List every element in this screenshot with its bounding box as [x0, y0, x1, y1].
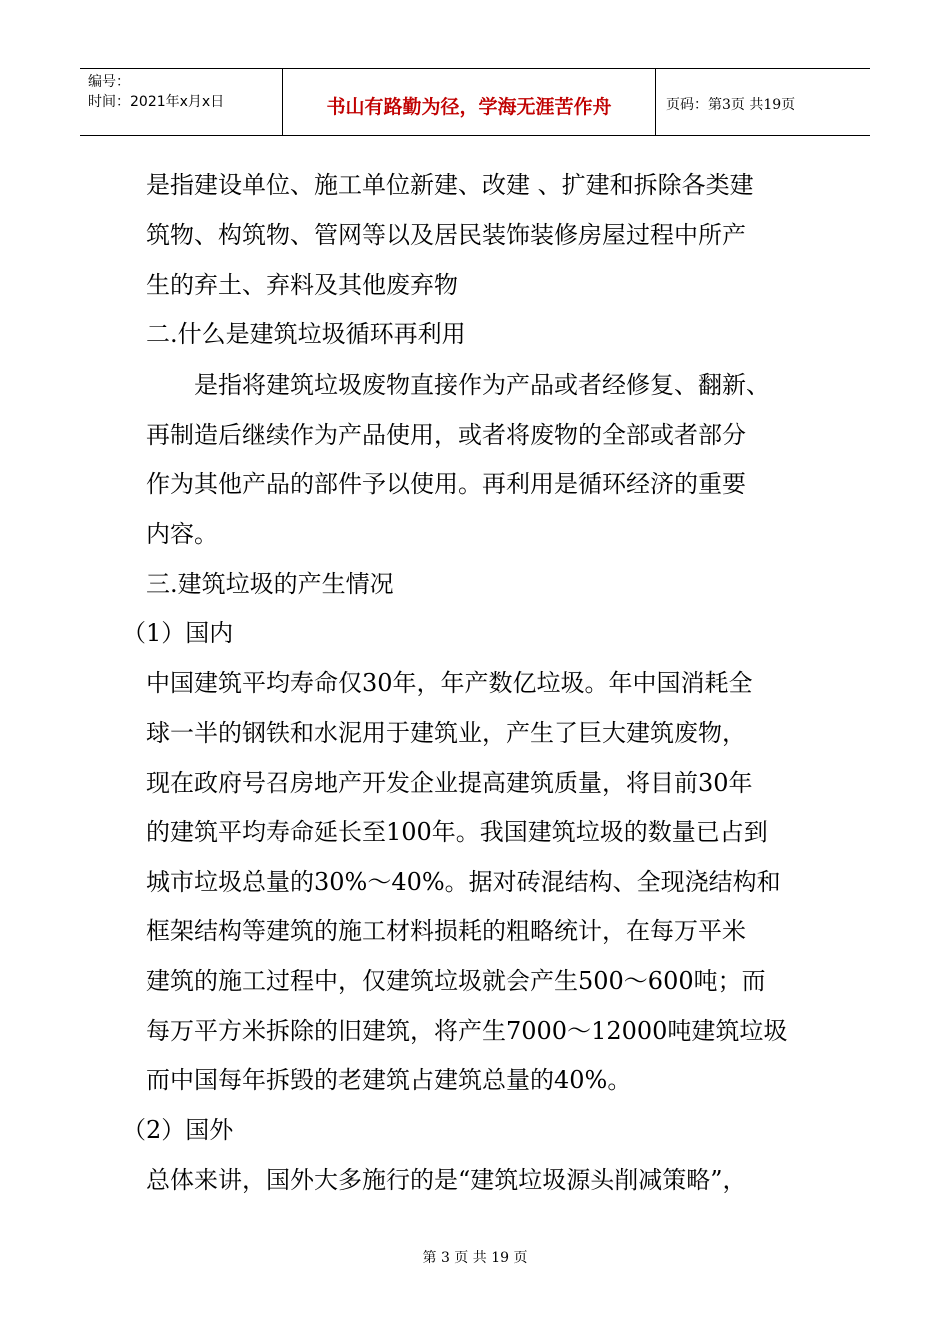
subsection-heading: （1）国内: [122, 619, 234, 647]
body-line: 再制造后继续作为产品使用，或者将废物的全部或者部分: [146, 421, 746, 449]
body-line: 的建筑平均寿命延长至100年。我国建筑垃圾的数量已占到: [146, 818, 768, 846]
body-line: 现在政府号召房地产开发企业提高建筑质量，将目前30年: [146, 769, 753, 797]
body-line: 城市垃圾总量的30%～40%。据对砖混结构、全现浇结构和: [146, 868, 781, 896]
body-line: 生的弃土、弃料及其他废弃物: [146, 271, 458, 299]
body-line: 是指将建筑垃圾废物直接作为产品或者经修复、翻新、: [194, 371, 770, 399]
body-line: 框架结构等建筑的施工材料损耗的粗略统计，在每万平米: [146, 917, 746, 945]
header-motto: 书山有路勤为径，学海无涯苦作舟: [326, 96, 612, 118]
body-line: 而中国每年拆毁的老建筑占建筑总量的40%。: [146, 1066, 632, 1094]
body-line: 是指建设单位、施工单位新建、改建 、扩建和拆除各类建: [146, 171, 754, 199]
time-label: 时间：2021年x月x日: [88, 94, 225, 110]
body-line: 筑物、构筑物、管网等以及居民装饰装修房屋过程中所产: [146, 221, 746, 249]
body-line: 总体来讲，国外大多施行的是“建筑垃圾源头削减策略”，: [146, 1166, 747, 1194]
number-label: 编号：: [88, 74, 130, 90]
section-heading: 二.什么是建筑垃圾循环再利用: [146, 320, 466, 348]
page-footer: 第 3 页 共 19 页: [422, 1250, 528, 1266]
body-line: 中国建筑平均寿命仅30年，年产数亿垃圾。年中国消耗全: [146, 669, 753, 697]
body-line: 球一半的钢铁和水泥用于建筑业，产生了巨大建筑废物，: [146, 719, 746, 747]
body-line: 建筑的施工过程中，仅建筑垃圾就会产生500～600吨；而: [146, 967, 766, 995]
body-line: 内容。: [146, 520, 218, 548]
body-line: 作为其他产品的部件予以使用。再利用是循环经济的重要: [146, 470, 746, 498]
subsection-heading: （2）国外: [122, 1116, 234, 1144]
section-heading: 三.建筑垃圾的产生情况: [146, 570, 394, 598]
body-line: 每万平方米拆除的旧建筑，将产生7000～12000吨建筑垃圾: [146, 1017, 788, 1045]
header-page-info: 页码：第3页 共19页: [666, 97, 796, 113]
